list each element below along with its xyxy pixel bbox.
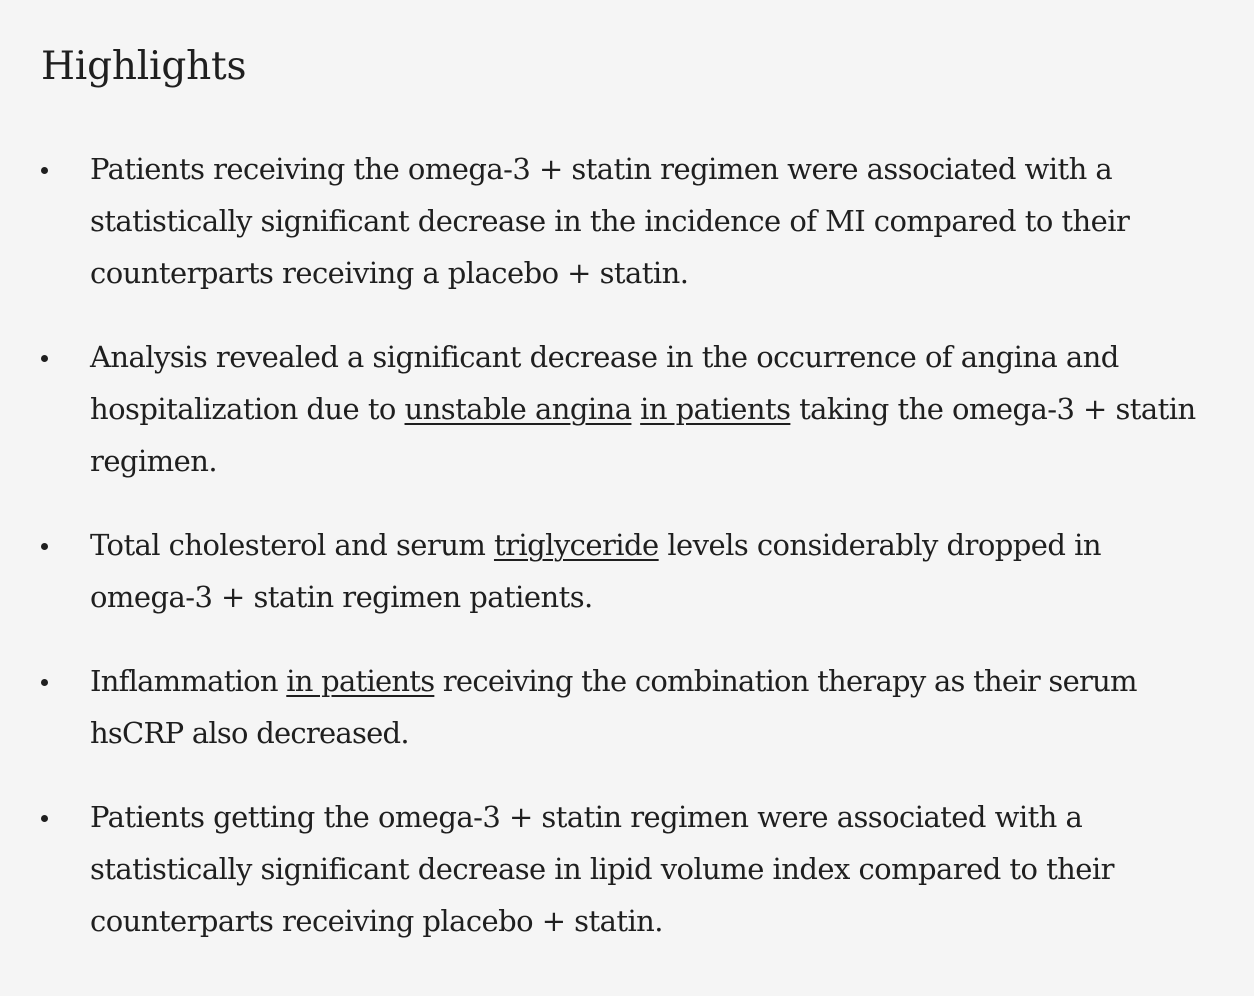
- highlight-text: receiving the combination therapy as their serum hsCRP also decreased.: [90, 664, 1137, 750]
- bullet-icon: [41, 543, 48, 550]
- highlight-text: Analysis revealed a significant decrease in the occurrence of angina and hospitalization due to: [90, 340, 1119, 426]
- highlight-text: Inflammation: [90, 664, 287, 698]
- highlight-text: taking the omega-3 + statin regimen.: [90, 392, 1196, 478]
- highlight-item: [41, 143, 1201, 299]
- highlight-text: [631, 392, 640, 426]
- link-triglyceride[interactable]: triglyceride: [493, 528, 659, 562]
- highlight-item: [41, 791, 1201, 947]
- link-unstable-angina[interactable]: unstable angina: [404, 392, 632, 426]
- highlight-text: Patients getting the omega-3 + statin regimen were associated with a statistically significant decrease in lipid volume index compared to their counterparts receiving placebo + statin.: [90, 800, 1114, 938]
- highlight-item: [41, 331, 1201, 487]
- highlights-list: [41, 143, 1201, 979]
- link-in-patients[interactable]: in patients: [286, 664, 435, 698]
- highlight-text: levels considerably dropped in omega-3 + statin regimen patients.: [90, 528, 1101, 614]
- highlights-section: [41, 40, 1221, 938]
- bullet-icon: [41, 167, 48, 174]
- bullet-icon: [41, 679, 48, 686]
- section-heading: Highlights: [41, 44, 247, 89]
- highlight-item: [41, 519, 1201, 623]
- bullet-icon: [41, 355, 48, 362]
- link-in-patients[interactable]: in patients: [640, 392, 791, 426]
- highlight-item: [41, 655, 1201, 759]
- highlight-text: Total cholesterol and serum: [90, 528, 494, 562]
- bullet-icon: [41, 815, 48, 822]
- highlight-text: Patients receiving the omega-3 + statin regimen were associated with a statistically significant decrease in the incidence of MI compared to their counterparts receiving a placebo + statin.: [90, 152, 1130, 290]
